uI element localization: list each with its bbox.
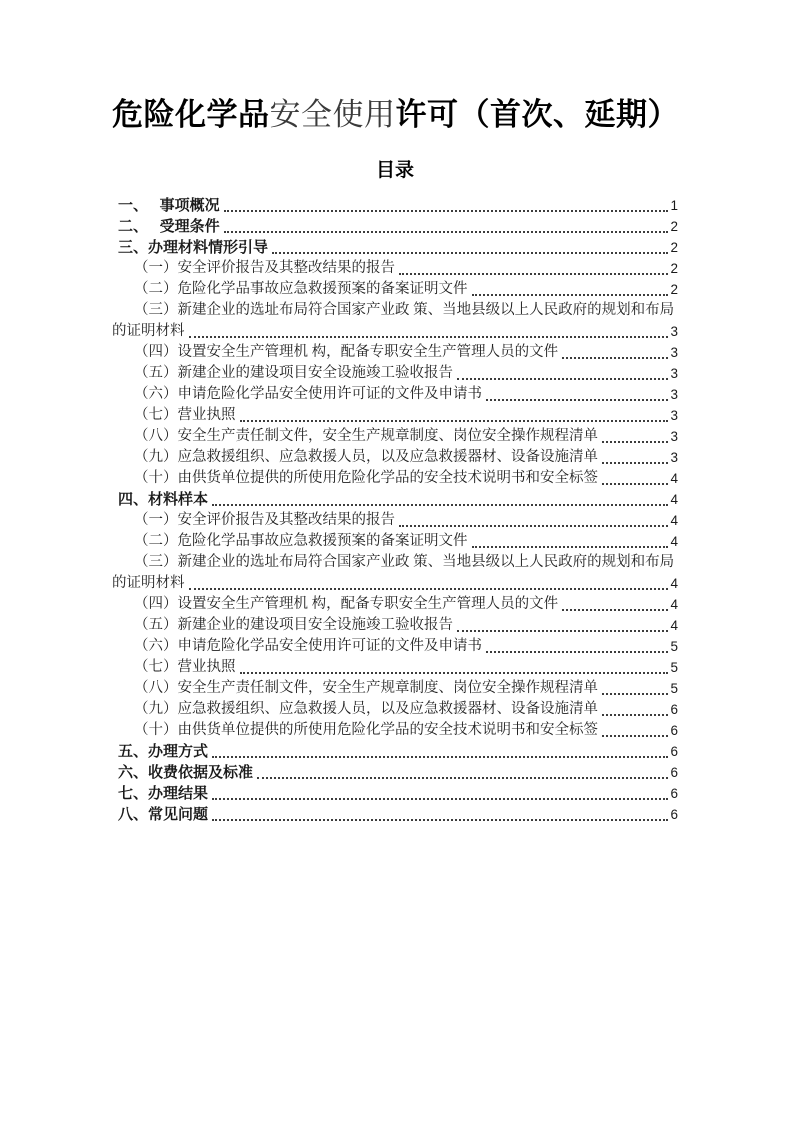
dot-leader bbox=[602, 462, 668, 464]
toc-entry-text: （三）新建企业的选址布局符合国家产业政 策、当地县级以上人民政府的规划和布局 bbox=[134, 553, 675, 570]
toc-entry-text: （五）新建企业的建设项目安全设施竣工验收报告 bbox=[134, 364, 453, 381]
page-number: 3 bbox=[670, 365, 678, 381]
dot-leader bbox=[486, 399, 668, 401]
toc-entry-text: 四、材料样本 bbox=[118, 490, 209, 508]
dot-leader bbox=[212, 819, 668, 821]
toc-entry[interactable] bbox=[112, 426, 678, 447]
toc-entry-text: 八、常见问题 bbox=[118, 805, 209, 823]
dot-leader bbox=[240, 420, 669, 422]
dot-leader bbox=[224, 231, 669, 233]
toc-entry-text: （二）危险化学品事故应急救援预案的备案证明文件 bbox=[134, 532, 468, 549]
toc-entry-text: （十）由供货单位提供的所使用危险化学品的安全技术说明书和安全标签 bbox=[134, 469, 598, 486]
page-number: 3 bbox=[670, 386, 678, 402]
dot-leader bbox=[189, 336, 669, 338]
toc-entry[interactable] bbox=[112, 342, 678, 363]
page-number: 2 bbox=[670, 281, 678, 297]
toc-entry-text-continuation: 的证明材料 bbox=[112, 322, 185, 339]
dot-leader bbox=[602, 693, 668, 695]
toc-entry[interactable] bbox=[112, 552, 678, 573]
dot-leader bbox=[472, 294, 669, 296]
toc-entry[interactable] bbox=[112, 384, 678, 405]
dot-leader bbox=[486, 651, 668, 653]
toc-entry[interactable] bbox=[112, 783, 678, 804]
toc-entry[interactable] bbox=[112, 636, 678, 657]
page-number: 5 bbox=[670, 659, 678, 675]
page-number: 2 bbox=[670, 218, 678, 234]
page-number: 4 bbox=[670, 512, 678, 528]
dot-leader bbox=[240, 672, 669, 674]
title-segment-bold: 许可（首次、延期） bbox=[395, 97, 679, 132]
toc-entry-text: 一、 事项概况 bbox=[118, 196, 220, 214]
page-number: 6 bbox=[670, 806, 678, 822]
toc-entry-text: （九）应急救援组织、应急救援人员，以及应急救援器材、设备设施清单 bbox=[134, 700, 598, 717]
page-number: 5 bbox=[670, 638, 678, 654]
dot-leader bbox=[257, 777, 668, 779]
toc-entry[interactable] bbox=[112, 657, 678, 678]
page-number: 4 bbox=[670, 533, 678, 549]
toc-entry[interactable] bbox=[112, 762, 678, 783]
toc-entry-text: （三）新建企业的选址布局符合国家产业政 策、当地县级以上人民政府的规划和布局 bbox=[134, 301, 675, 318]
page-number: 3 bbox=[670, 344, 678, 360]
dot-leader bbox=[189, 588, 669, 590]
page-number: 2 bbox=[670, 239, 678, 255]
page-number: 4 bbox=[670, 575, 678, 591]
document-title bbox=[112, 94, 678, 136]
dot-leader bbox=[562, 609, 668, 611]
toc-entry-text-continuation: 的证明材料 bbox=[112, 574, 185, 591]
dot-leader bbox=[457, 378, 668, 380]
page-number: 6 bbox=[670, 785, 678, 801]
dot-leader bbox=[602, 483, 668, 485]
dot-leader bbox=[399, 273, 668, 275]
toc-entry-text: （四）设置安全生产管理机 构，配备专职安全生产管理人员的文件 bbox=[134, 595, 559, 612]
toc-entry-text: （六）申请危险化学品安全使用许可证的文件及申请书 bbox=[134, 385, 482, 402]
toc-entry-text: 二、 受理条件 bbox=[118, 217, 220, 235]
dot-leader bbox=[457, 630, 668, 632]
toc-entry-text: （二）危险化学品事故应急救援预案的备案证明文件 bbox=[134, 280, 468, 297]
dot-leader bbox=[602, 441, 668, 443]
toc-entry[interactable] bbox=[112, 258, 678, 279]
toc-entry[interactable] bbox=[112, 531, 678, 552]
toc-entry[interactable] bbox=[112, 594, 678, 615]
toc-entry-text: 五、办理方式 bbox=[118, 742, 209, 760]
page-number: 6 bbox=[670, 722, 678, 738]
toc-list bbox=[112, 195, 678, 825]
dot-leader bbox=[602, 714, 668, 716]
title-segment-bold: 危险化学品 bbox=[112, 97, 270, 132]
page-number: 6 bbox=[670, 743, 678, 759]
toc-entry[interactable] bbox=[112, 216, 678, 237]
dot-leader bbox=[212, 756, 668, 758]
page-number: 3 bbox=[670, 407, 678, 423]
toc-entry[interactable] bbox=[112, 300, 678, 321]
page-number: 4 bbox=[670, 470, 678, 486]
dot-leader bbox=[472, 546, 669, 548]
toc-entry-text: （四）设置安全生产管理机 构，配备专职安全生产管理人员的文件 bbox=[134, 343, 559, 360]
toc-entry-text: （七）营业执照 bbox=[134, 658, 236, 675]
toc-entry[interactable] bbox=[112, 489, 678, 510]
dot-leader bbox=[562, 357, 668, 359]
toc-entry-text: （九）应急救援组织、应急救援人员，以及应急救援器材、设备设施清单 bbox=[134, 448, 598, 465]
page-number: 3 bbox=[670, 428, 678, 444]
dot-leader bbox=[212, 798, 668, 800]
toc-entry[interactable] bbox=[112, 363, 678, 384]
toc-entry[interactable] bbox=[112, 678, 678, 699]
dot-leader bbox=[399, 525, 668, 527]
toc-entry[interactable] bbox=[112, 615, 678, 636]
toc-entry[interactable] bbox=[112, 741, 678, 762]
toc-entry-text: 三、办理材料情形引导 bbox=[118, 238, 269, 256]
dot-leader bbox=[602, 735, 668, 737]
dot-leader bbox=[212, 504, 668, 506]
toc-entry[interactable] bbox=[112, 804, 678, 825]
toc-entry[interactable] bbox=[112, 447, 678, 468]
page-number: 3 bbox=[670, 449, 678, 465]
page-number: 6 bbox=[670, 701, 678, 717]
toc-entry[interactable] bbox=[112, 573, 678, 594]
toc-entry-text: 七、办理结果 bbox=[118, 784, 209, 802]
page-number: 4 bbox=[670, 491, 678, 507]
toc-entry-text: （七）营业执照 bbox=[134, 406, 236, 423]
page-number: 3 bbox=[670, 323, 678, 339]
page-number: 4 bbox=[670, 617, 678, 633]
toc-entry[interactable] bbox=[112, 237, 678, 258]
toc-entry-text: （十）由供货单位提供的所使用危险化学品的安全技术说明书和安全标签 bbox=[134, 721, 598, 738]
page-number: 1 bbox=[670, 197, 678, 213]
toc-entry-text: （八）安全生产责任制文件，安全生产规章制度、岗位安全操作规程清单 bbox=[134, 427, 598, 444]
page-number: 5 bbox=[670, 680, 678, 696]
page-number: 6 bbox=[670, 764, 678, 780]
toc-entry-text: （六）申请危险化学品安全使用许可证的文件及申请书 bbox=[134, 637, 482, 654]
dot-leader bbox=[224, 210, 669, 212]
toc-entry-text: （五）新建企业的建设项目安全设施竣工验收报告 bbox=[134, 616, 453, 633]
toc-entry-text: （一）安全评价报告及其整改结果的报告 bbox=[134, 511, 395, 528]
toc-heading: 目录 bbox=[375, 159, 414, 181]
toc-entry[interactable] bbox=[112, 510, 678, 531]
toc-entry[interactable] bbox=[112, 405, 678, 426]
title-segment-regular: 安全使用 bbox=[269, 97, 396, 132]
toc-entry[interactable] bbox=[112, 195, 678, 216]
toc-entry[interactable] bbox=[112, 720, 678, 741]
page-number: 2 bbox=[670, 260, 678, 276]
toc-entry-text: 六、收费依据及标准 bbox=[118, 763, 254, 781]
toc-entry-text: （一）安全评价报告及其整改结果的报告 bbox=[134, 259, 395, 276]
dot-leader bbox=[272, 252, 668, 254]
toc-entry[interactable] bbox=[112, 468, 678, 489]
toc-entry[interactable] bbox=[112, 699, 678, 720]
page-number: 4 bbox=[670, 596, 678, 612]
toc-entry-text: （八）安全生产责任制文件，安全生产规章制度、岗位安全操作规程清单 bbox=[134, 679, 598, 696]
toc-entry[interactable] bbox=[112, 279, 678, 300]
toc-entry[interactable] bbox=[112, 321, 678, 342]
